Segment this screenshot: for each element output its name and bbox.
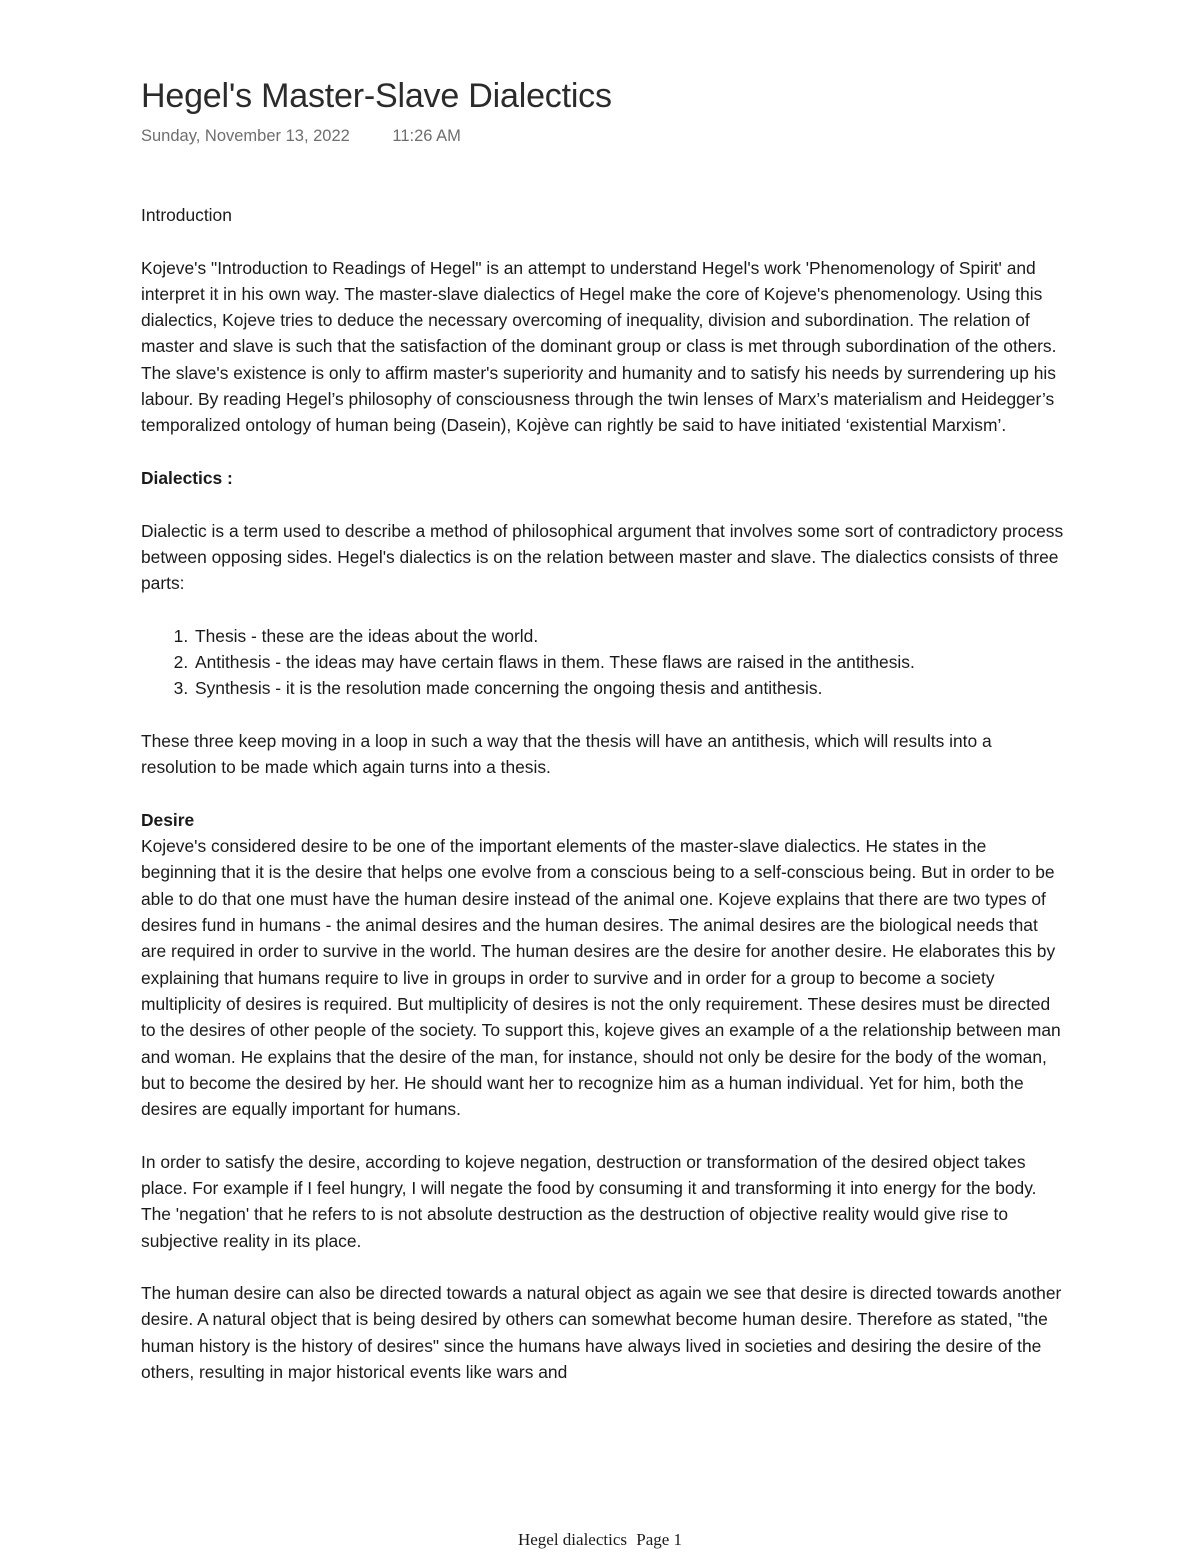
dialectics-parts-list xyxy=(141,623,1066,702)
desire-paragraph: In order to satisfy the desire, according to kojeve negation, destruction or transformation of the desired object takes place. For example if I feel hungry, I will negate the food by consuming it and transforming it into energy for the body. The 'negation' that he refers to is not absolute destruction as the destruction of objective reality would give rise to subjective reality in its place. xyxy=(141,1151,1037,1251)
list-item: 1. Thesis - these are the ideas about the world. xyxy=(193,623,1066,649)
page-content xyxy=(141,72,1066,1385)
intro-paragraph: Kojeve's "Introduction to Readings of Hegel" is an attempt to understand Hegel's work 'Phenomenology of Spirit' and interpret it in his own way. The master-slave dialectics of Hegel make the core of Kojeve's phenomenology. Using this dialectics, Kojeve tries to deduce the necessary overcoming of inequality, division and subordination. The relation of master and slave is such that the satisfaction of the dominant group or class is met through subordination of the others. The slave's existence is only to affirm master's superiority and humanity and to satisfy his needs by surrendering up his labour. By reading Hegel’s philosophy of consciousness through the twin lenses of Marx’s materialism and Heidegger’s temporalized ontology of human being (Dasein), Kojève can rightly be said to have initiated ‘existential Marxism’. xyxy=(141,257,1057,436)
footer-section-name: Hegel dialectics xyxy=(517,1530,627,1549)
list-item: 2. Antithesis - the ideas may have certain flaws in them. These flaws are raised in the antithesis. xyxy=(193,649,1066,675)
created-time: 11:26 AM xyxy=(392,127,461,145)
created-date: Sunday, November 13, 2022 xyxy=(141,127,350,145)
footer-page-number: Page 1 xyxy=(636,1530,683,1549)
dialectics-heading: Dialectics : xyxy=(141,467,233,488)
desire-heading: Desire xyxy=(141,809,195,830)
desire-paragraph: Kojeve's considered desire to be one of the important elements of the master-slave dialectics. He states in the beginning that it is the desire that helps one evolve from a conscious being to a self-conscious being. But in order to be able to do that one must have the human desire instead of the animal one. Kojeve explains that there are two types of desires fund in humans - the animal desires and the human desires. The animal desires are the biological needs that are required in order to survive in the world. The human desires are the desire for another desire. He elaborates this by explaining that humans require to live in groups in order to survive and in order for a group to become a society multiplicity of desires is required. But multiplicity of desires is not the only requirement. These desires must be directed to the desires of other people of the society. To support this, kojeve gives an example of a the relationship between man and woman. He explains that the desire of the man, for instance, should not only be desire for the body of the woman, but to become the desired by her. He should want her to recognize him as a human individual. Yet for him, both the desires are equally important for humans. xyxy=(141,836,1061,1120)
intro-heading: Introduction xyxy=(141,205,232,225)
page-title: Hegel's Master-Slave Dialectics xyxy=(141,77,612,115)
dialectics-closing-paragraph: These three keep moving in a loop in such a way that the thesis will have an antithesis, which will results into a resolution to be made which again turns into a thesis. xyxy=(141,730,992,778)
page-metadata xyxy=(141,124,1066,148)
dialectics-paragraph: Dialectic is a term used to describe a method of philosophical argument that involves some sort of contradictory process between opposing sides. Hegel's dialectics is on the relation between master and slave. The dialectics consists of three parts: xyxy=(141,520,1064,594)
page-footer xyxy=(0,1530,1200,1550)
note-body xyxy=(141,202,1066,1385)
list-item: 3. Synthesis - it is the resolution made concerning the ongoing thesis and antithesis. xyxy=(193,675,1066,701)
desire-paragraph: The human desire can also be directed towards a natural object as again we see that desire is directed towards another desire. A natural object that is being desired by others can somewhat become human desire. Therefore as stated, "the human history is the history of desires" since the humans have always lived in societies and desiring the desire of the others, resulting in major historical events like wars and xyxy=(141,1283,1062,1383)
